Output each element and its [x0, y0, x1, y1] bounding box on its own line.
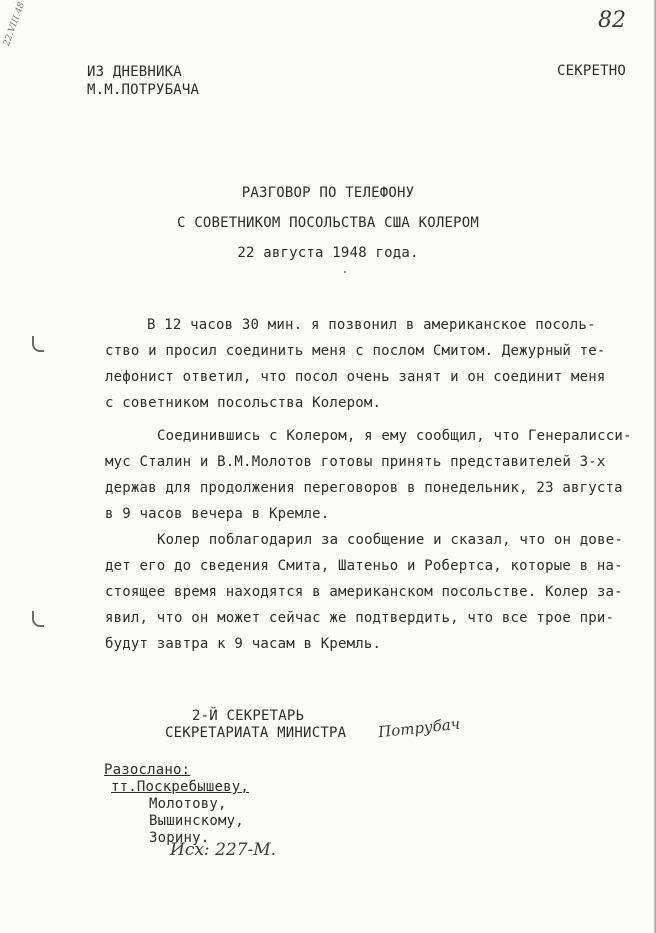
text-line: держав для продолжения переговоров в понедельник, 23 августа: [105, 480, 623, 496]
text-line: явил, что он может сейчас же подтвердить, что все трое при-: [105, 610, 615, 626]
recipient: Зорину.: [149, 830, 210, 846]
signer-position-line-1: 2-Й СЕКРЕТАРЬ: [192, 708, 305, 724]
text-line: будут завтра к 9 часам в Кремль.: [105, 636, 382, 652]
corner-handwritten-note: 22.VIII.48: [2, 0, 28, 48]
handwritten-signature: Потрубач: [377, 714, 461, 742]
document-title: [0, 178, 656, 268]
text-line: Соединившись с Колером, я ему сообщил, что Генералисси-: [157, 428, 632, 444]
text-line: Колер поблагодарил за сообщение и сказал, что он дове-: [157, 532, 623, 548]
recipient: Вышинскому,: [149, 813, 244, 829]
text-line: дет его до сведения Смита, Шатеньо и Робертса, которые в на-: [105, 558, 623, 574]
document-source: [87, 63, 199, 99]
signer-position-line-2: СЕКРЕТАРИАТА МИНИСТРА: [165, 725, 347, 741]
distribution-list: [104, 762, 249, 847]
paragraph-2: [105, 423, 637, 527]
text-line: мус Сталин и В.М.Молотов готовы принять представителей 3-х: [105, 454, 606, 470]
text-line: с советником посольства Колером.: [105, 395, 382, 411]
signature-block: [165, 708, 346, 742]
text-line: В 12 часов 30 мин. я позвонил в американское посоль-: [147, 317, 596, 333]
outgoing-number: Исх: 227-М.: [170, 840, 277, 860]
recipient: тт.Поскребышеву,: [111, 779, 250, 795]
recipient: Молотову,: [149, 796, 227, 812]
source-line-1: ИЗ ДНЕВНИКА: [87, 64, 182, 80]
title-date: 22 августа 1948 года.: [237, 245, 419, 261]
paragraph-1: [105, 312, 637, 416]
ink-speck: [344, 271, 346, 273]
title-line-2: С СОВЕТНИКОМ ПОСОЛЬСТВА США КОЛЕРОМ: [176, 215, 479, 231]
margin-mark: [32, 336, 44, 352]
text-line: стоящее время находятся в американском посольстве. Колер за-: [105, 584, 623, 600]
distribution-label: Разослано:: [104, 762, 191, 778]
classification-stamp: СЕКРЕТНО: [556, 63, 626, 79]
margin-mark: [32, 611, 44, 627]
text-line: ство и просил соединить меня с послом Смитом. Дежурный те-: [105, 343, 606, 359]
text-line: в 9 часов вечера в Кремле.: [105, 506, 330, 522]
title-line-1: РАЗГОВОР ПО ТЕЛЕФОНУ: [241, 185, 415, 201]
page-number: 82: [598, 8, 626, 33]
source-line-2: М.М.ПОТРУБАЧА: [87, 82, 200, 98]
text-line: лефонист ответил, что посол очень занят и он соединит меня: [105, 369, 606, 385]
paragraph-3: [105, 527, 637, 657]
